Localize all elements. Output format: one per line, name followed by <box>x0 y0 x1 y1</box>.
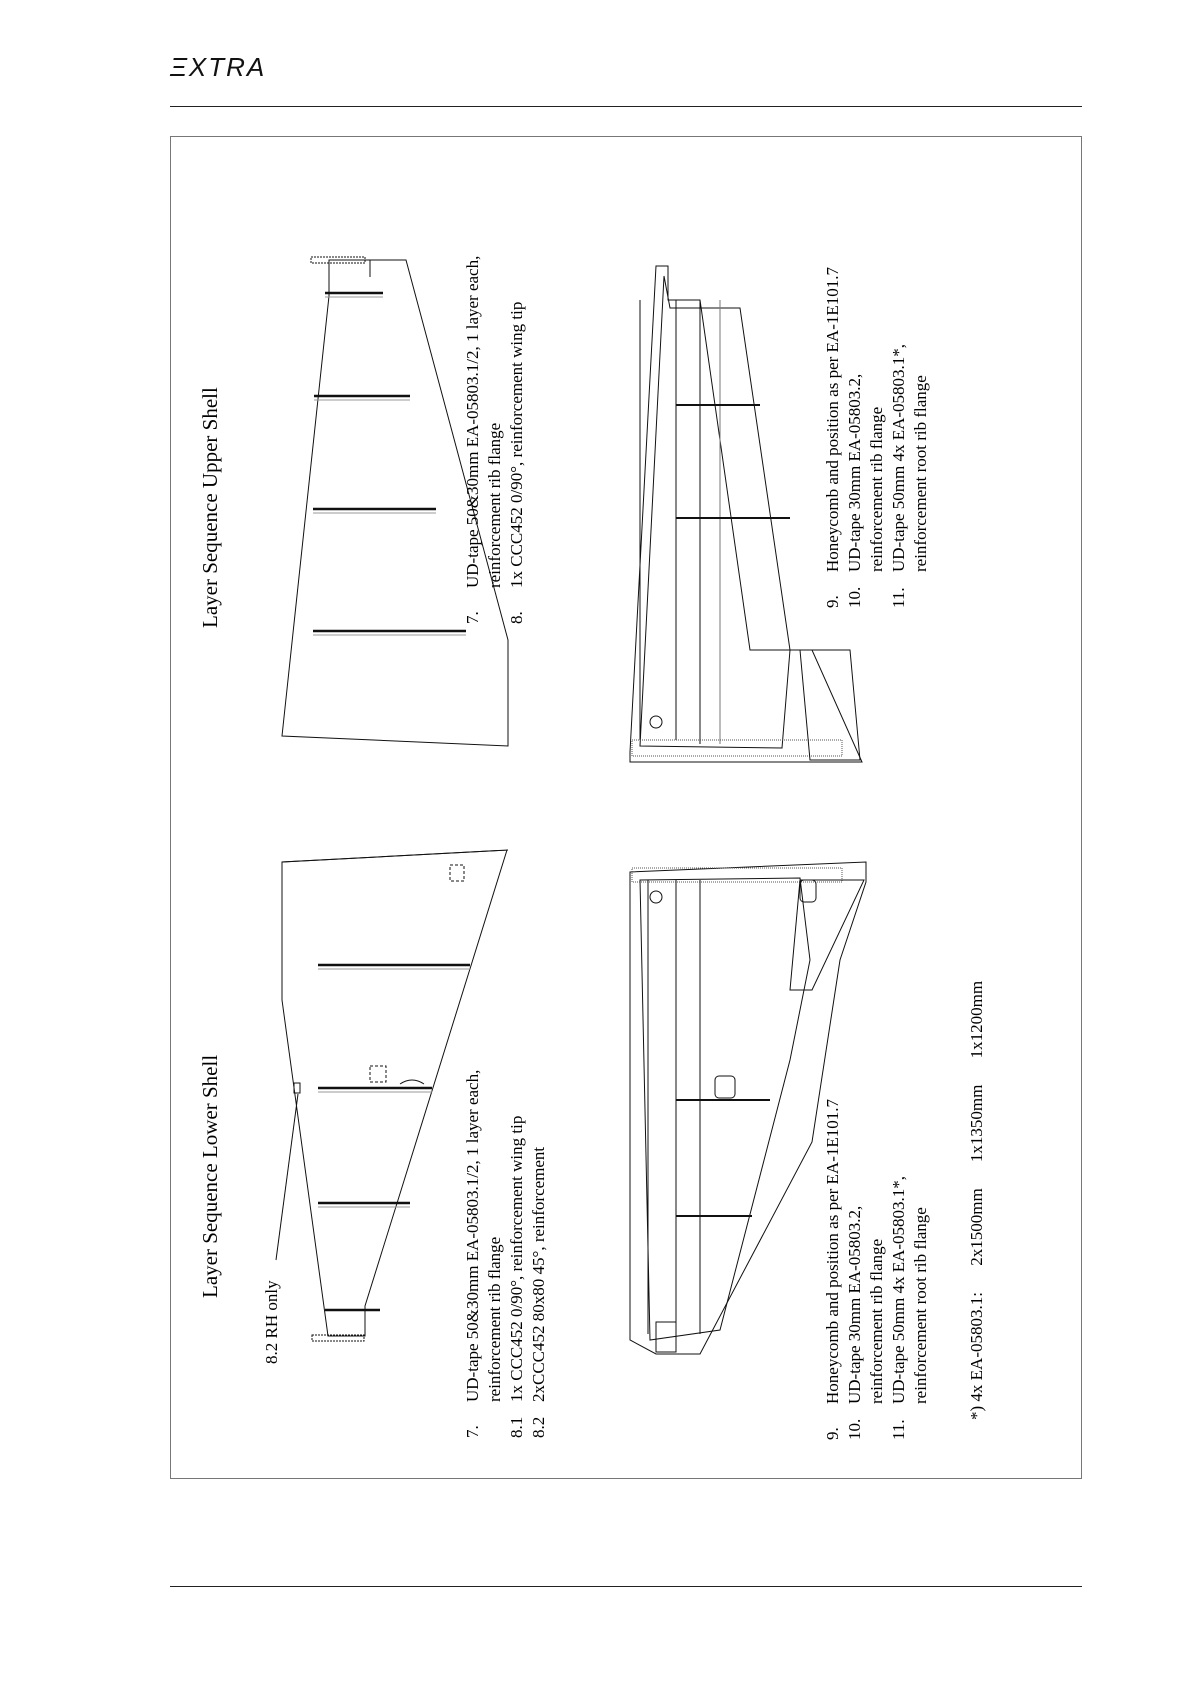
company-logo: ΞXTRA <box>170 52 267 82</box>
upper-shell-notes-bottom: 9.Honeycomb and position as per EA-1E101.7 10.UD-tape 30mm EA-05803.2, reinforcement rib flange 11.UD-tape 50mm 4x EA-05803.1*, reinforcement root rib flange <box>823 267 930 608</box>
lower-shell-notes-top: 7.UD-tape 50&30mm EA-05803.1/2, 1 layer each, reinforcement rib flange 8.11x CCC452 0/90°, reinforcement wing tip 8.22xCCC452 80x80 45°, reinforcement <box>463 1069 548 1438</box>
rh-only-callout: 8.2 RH only <box>262 1280 281 1364</box>
upper-shell-title: Layer Sequence Upper Shell <box>198 387 222 628</box>
footnote-line: 2x1500mm <box>967 1188 986 1266</box>
footnote <box>966 981 988 1420</box>
footnote-line: 1x1350mm <box>967 1084 986 1163</box>
footnote-line: *) 4x EA-05803.1: <box>967 1292 986 1420</box>
upper-shell-notes-top: 7.UD-tape 50&30mm EA-05803.1/2, 1 layer each, reinforcement rib flange 8.1x CCC452 0/90°, reinforcement wing tip <box>463 255 526 624</box>
footnote-line: 1x1200mm <box>967 980 986 1059</box>
lower-shell-notes-bottom: 9.Honeycomb and position as per EA-1E101.7 10.UD-tape 30mm EA-05803.2, reinforcement rib flange 11.UD-tape 50mm 4x EA-05803.1*, reinforcement root rib flange <box>823 1099 930 1440</box>
lower-shell-title: Layer Sequence Lower Shell <box>198 1054 222 1298</box>
